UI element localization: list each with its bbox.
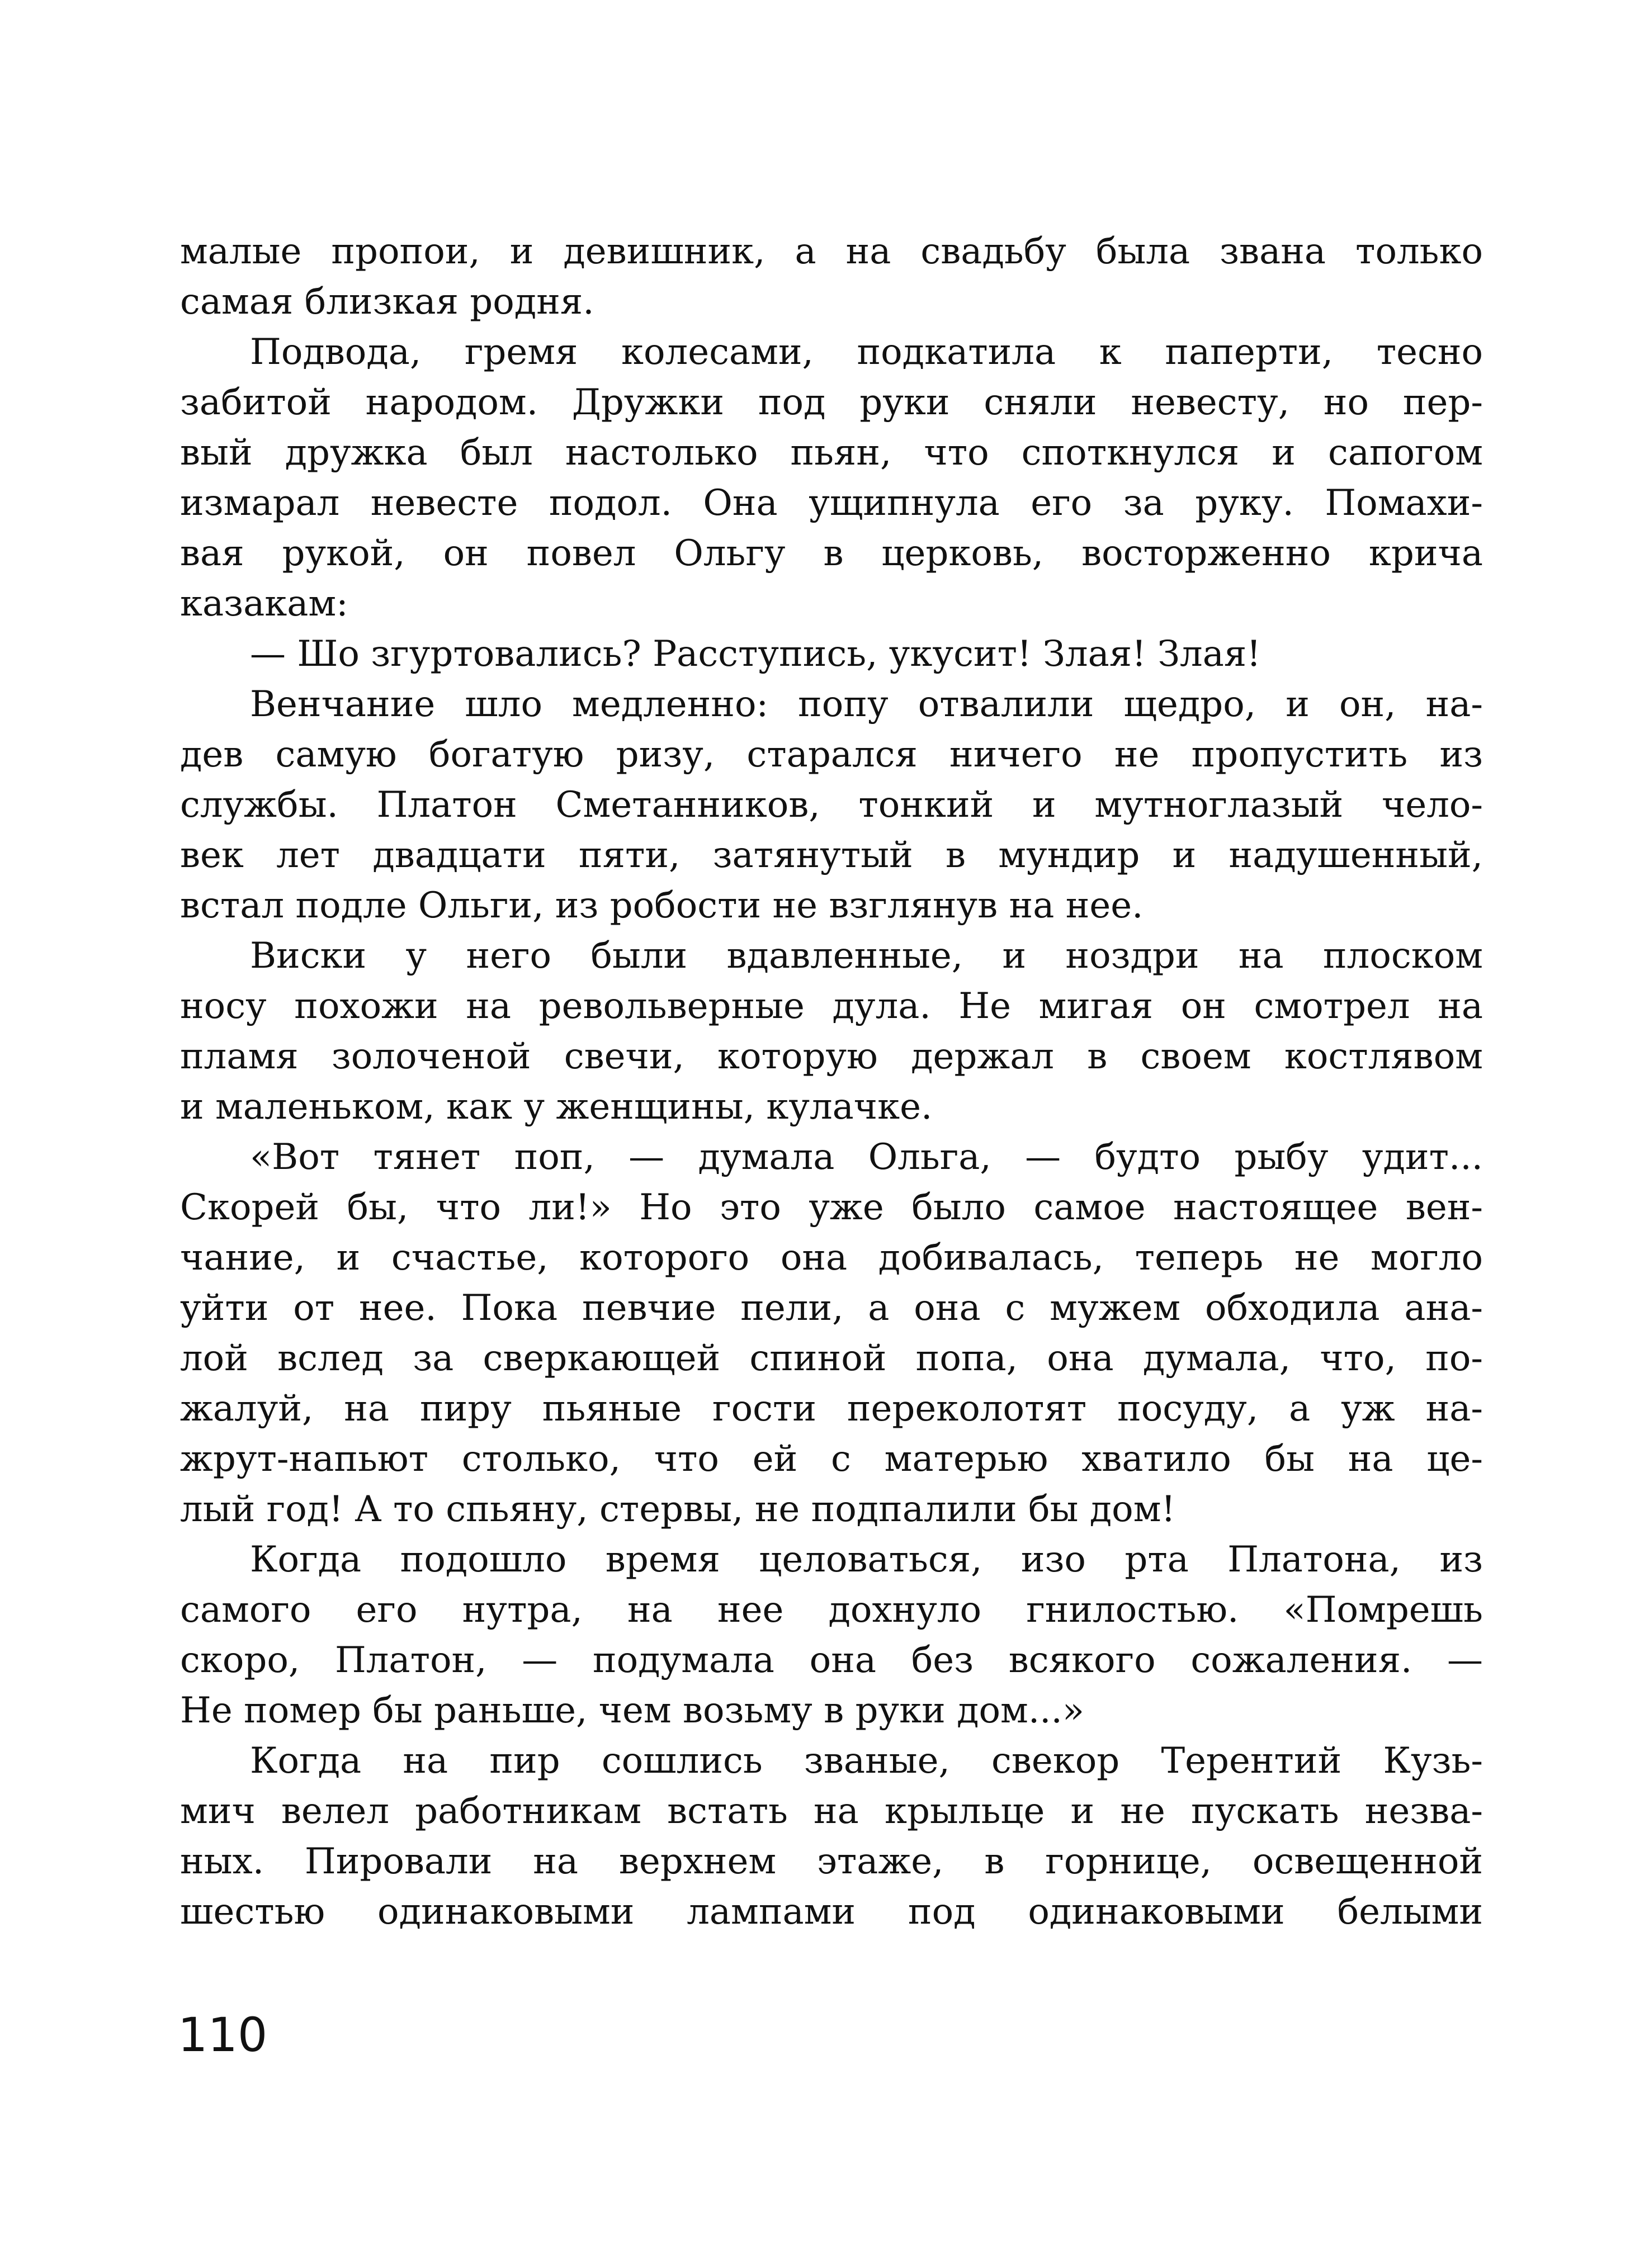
- text-line: Скорей бы, что ли!» Но это уже было самое настоящее вен-: [180, 1187, 1483, 1228]
- text-line: скоро, Платон, — подумала она без всякого сожаления. —: [180, 1640, 1483, 1681]
- body-text: [180, 226, 1483, 1937]
- text-line: вая рукой, он повел Ольгу в церковь, восторженно крича: [180, 533, 1483, 574]
- text-line: самая близкая родня.: [180, 281, 594, 323]
- text-line: казакам:: [180, 583, 348, 624]
- text-line: забитой народом. Дружки под руки сняли невесту, но пер-: [180, 382, 1483, 423]
- text-line: службы. Платон Сметанников, тонкий и мутноглазый чело-: [180, 784, 1483, 826]
- text-line: век лет двадцати пяти, затянутый в мундир и надушенный,: [180, 835, 1483, 876]
- text-line: малые пропои, и девишник, а на свадьбу была звана только: [180, 231, 1483, 272]
- text-line: мич велел работникам встать на крыльце и не пускать незва-: [180, 1791, 1483, 1832]
- text-line: Когда подошло время целоваться, изо рта Платона, из: [250, 1539, 1483, 1580]
- text-line: лый год! А то спьяну, стервы, не подпалили бы дом!: [180, 1489, 1176, 1530]
- text-line: жрут-напьют столько, что ей с матерью хватило бы на це-: [180, 1438, 1483, 1480]
- text-line: чание, и счастье, которого она добивалась, теперь не могло: [180, 1237, 1483, 1279]
- text-line: встал подле Ольги, из робости не взглянув на нее.: [180, 885, 1144, 926]
- text-line: Подвода, гремя колесами, подкатила к паперти, тесно: [250, 332, 1483, 373]
- text-line: носу похожи на револьверные дула. Не мигая он смотрел на: [180, 986, 1483, 1027]
- text-line: лой вслед за сверкающей спиной попа, она думала, что, по-: [180, 1338, 1483, 1379]
- text-line: и маленьком, как у женщины, кулачке.: [180, 1086, 933, 1128]
- text-line: Виски у него были вдавленные, и ноздри на плоском: [250, 935, 1483, 977]
- text-line: — Шо згуртовались? Расступись, укусит! Злая! Злая!: [250, 633, 1261, 675]
- text-line: измарал невесте подол. Она ущипнула его за руку. Помахи-: [180, 482, 1483, 524]
- text-line: Венчание шло медленно: попу отвалили щедро, и он, на-: [250, 684, 1483, 725]
- text-line: пламя золоченой свечи, которую держал в своем костлявом: [180, 1036, 1483, 1077]
- text-line: шестью одинаковыми лампами под одинаковыми белыми: [180, 1891, 1483, 1933]
- text-line: жалуй, на пиру пьяные гости переколотят посуду, а уж на-: [180, 1388, 1483, 1429]
- text-line: Когда на пир сошлись званые, свекор Терентий Кузь-: [250, 1740, 1483, 1782]
- text-line: дев самую богатую ризу, старался ничего не пропустить из: [180, 734, 1483, 775]
- text-line: Не помер бы раньше, чем возьму в руки дом...»: [180, 1690, 1084, 1731]
- text-line: «Вот тянет поп, — думала Ольга, — будто рыбу удит...: [250, 1137, 1483, 1178]
- text-line: уйти от нее. Пока певчие пели, а она с мужем обходила ана-: [180, 1287, 1483, 1329]
- text-line: вый дружка был настолько пьян, что споткнулся и сапогом: [180, 432, 1483, 474]
- page-number: 110: [178, 2007, 268, 2062]
- text-line: ных. Пировали на верхнем этаже, в горнице, освещенной: [180, 1841, 1483, 1882]
- text-line: самого его нутра, на нее дохнуло гнилостью. «Помрешь: [180, 1589, 1483, 1631]
